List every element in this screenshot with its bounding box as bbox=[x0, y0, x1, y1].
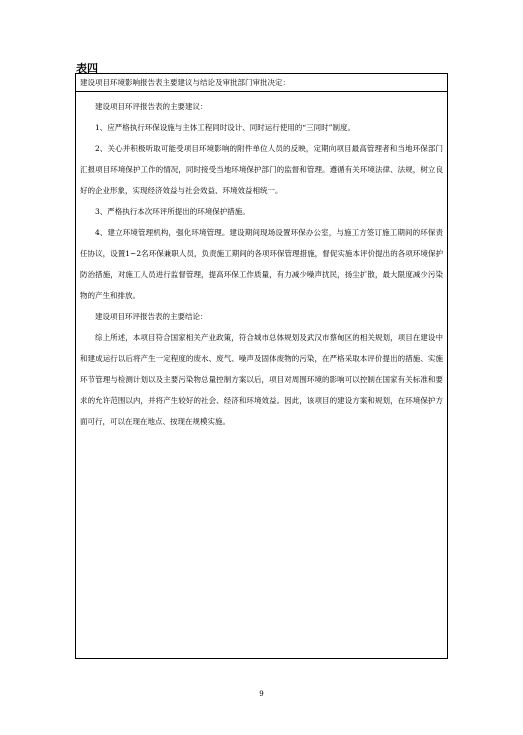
recommendation-1: 1、应严格执行环保设施与主体工程同时设计、同时运行使用的“三同时”制度。 bbox=[95, 123, 355, 132]
recommendation-2: 2、关心并积极听取可能受项目环境影响的附件单位人员的反映，定期向项目最高管理者和当地环保部门汇报项目环境保护工作的情况，同时接受当地环境保护部门的监督和管理。遵循有关环境法律、法规，树立良好的企业形象，实现经济效益与社会效益、环境效益相统一。 bbox=[80, 144, 443, 195]
conclusions-heading: 建设项目环评报告表的主要结论： bbox=[95, 312, 208, 321]
recommendation-3: 3、严格执行本次环评所提出的环境保护措施。 bbox=[95, 207, 250, 216]
approval-table bbox=[75, 73, 448, 659]
recommendations-heading: 建设项目环评报告表的主要建议： bbox=[95, 102, 208, 111]
page-number: 9 bbox=[259, 690, 264, 698]
table-header-row: 建设项目环境影响报告表主要建议与结论及审批部门审批决定： bbox=[76, 74, 447, 92]
table-label: 表四 bbox=[76, 62, 98, 75]
recommendation-4: 4、建立环境管理机构，强化环境管理。建设期间现场设置环保办公室，与施工方签订施工期间的环保责任协议，设置1~2名环保兼职人员，负责施工期间的各项环保管理措施，督促实施本评价提出的各项环境保护防治措施，对施工人员进行监督管理，提高环保工作质量，有力减少噪声扰民，扬尘扩散，最大限度减少污染物的产生和排放。 bbox=[80, 228, 443, 300]
conclusion-paragraph: 综上所述，本项目符合国家相关产业政策，符合城市总体规划及武汉市蔡甸区的相关规划，项目在建设中和建成运行以后将产生一定程度的废水、废气、噪声及固体废物的污染，在严格采取本评价提出的措施、实施环节管理与检测计划以及主要污染物总量控制方案以后，项目对周围环境的影响可以控制在国家有关标准和要求的允许范围以内，并将产生较好的社会、经济和环境效益。因此，该项目的建设方案和规划，在环境保护方面可行，可以在现在地点、按现在规模实施。 bbox=[80, 333, 443, 426]
table-body bbox=[80, 96, 443, 432]
